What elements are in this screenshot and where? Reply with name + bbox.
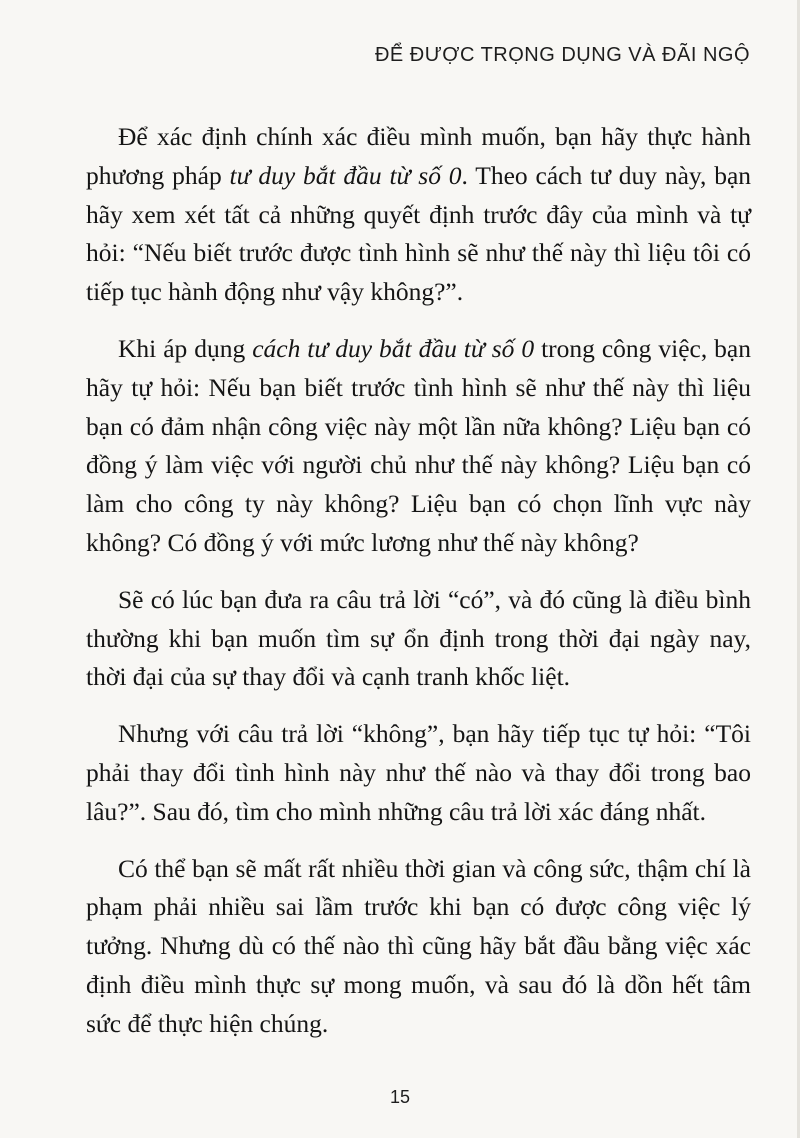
body-text [86, 118, 751, 1062]
running-header: ĐỂ ĐƯỢC TRỌNG DỤNG VÀ ĐÃI NGỘ [374, 44, 750, 66]
paragraph-1 [86, 118, 751, 312]
paragraph-2-text-2: trong công việc, bạn hãy tự hỏi: Nếu bạn biết trước tình hình sẽ như thế này thì liệu bạn có đảm nhận công việc này một lần nữa không? Liệu bạn có đồng ý làm việc với người chủ như thế này không? Liệu bạn có làm cho công ty này không? Liệu bạn có chọn lĩnh vực này không? Có đồng ý với mức lương như thế này không? [86, 333, 751, 557]
paragraph-2-text-1: Khi áp dụng [118, 333, 253, 363]
paragraph-2 [86, 330, 751, 563]
paragraph-3 [86, 581, 751, 697]
paragraph-2-italic-phrase: cách tư duy bắt đầu từ số 0 [252, 333, 535, 363]
paragraph-1-text-1: Để xác định chính xác điều mình muốn, bạn hãy thực hành phương pháp [86, 122, 751, 190]
paragraph-3-text: Sẽ có lúc bạn đưa ra câu trả lời “có”, và đó cũng là điều bình thường khi bạn muốn tìm sự ổn định trong thời đại ngày nay, thời đại của sự thay đổi và cạnh tranh khốc liệt. [86, 584, 751, 692]
paragraph-1-italic-phrase: tư duy bắt đầu từ số 0 [229, 160, 462, 190]
paragraph-4-text: Nhưng với câu trả lời “không”, bạn hãy tiếp tục tự hỏi: “Tôi phải thay đổi tình hình này như thế nào và thay đổi trong bao lâu?”. Sau đó, tìm cho mình những câu trả lời xác đáng nhất. [86, 719, 751, 826]
paragraph-1-text-2: . Theo cách tư duy này, bạn hãy xem xét tất cả những quyết định trước đây của mình và tự hỏi: “Nếu biết trước được tình hình sẽ như thế này thì liệu tôi có tiếp tục hành động như vậy không?”. [86, 160, 752, 307]
page-number: 15 [389, 1087, 411, 1107]
paragraph-5 [86, 850, 751, 1044]
paragraph-4 [86, 715, 751, 831]
paragraph-5-text: Có thể bạn sẽ mất rất nhiều thời gian và công sức, thậm chí là phạm phải nhiều sai lầm trước khi bạn có được công việc lý tưởng. Nhưng dù có thế nào thì cũng hãy bắt đầu bằng việc xác định điều mình thực sự mong muốn, và sau đó là dồn hết tâm sức để thực hiện chúng. [86, 853, 751, 1038]
